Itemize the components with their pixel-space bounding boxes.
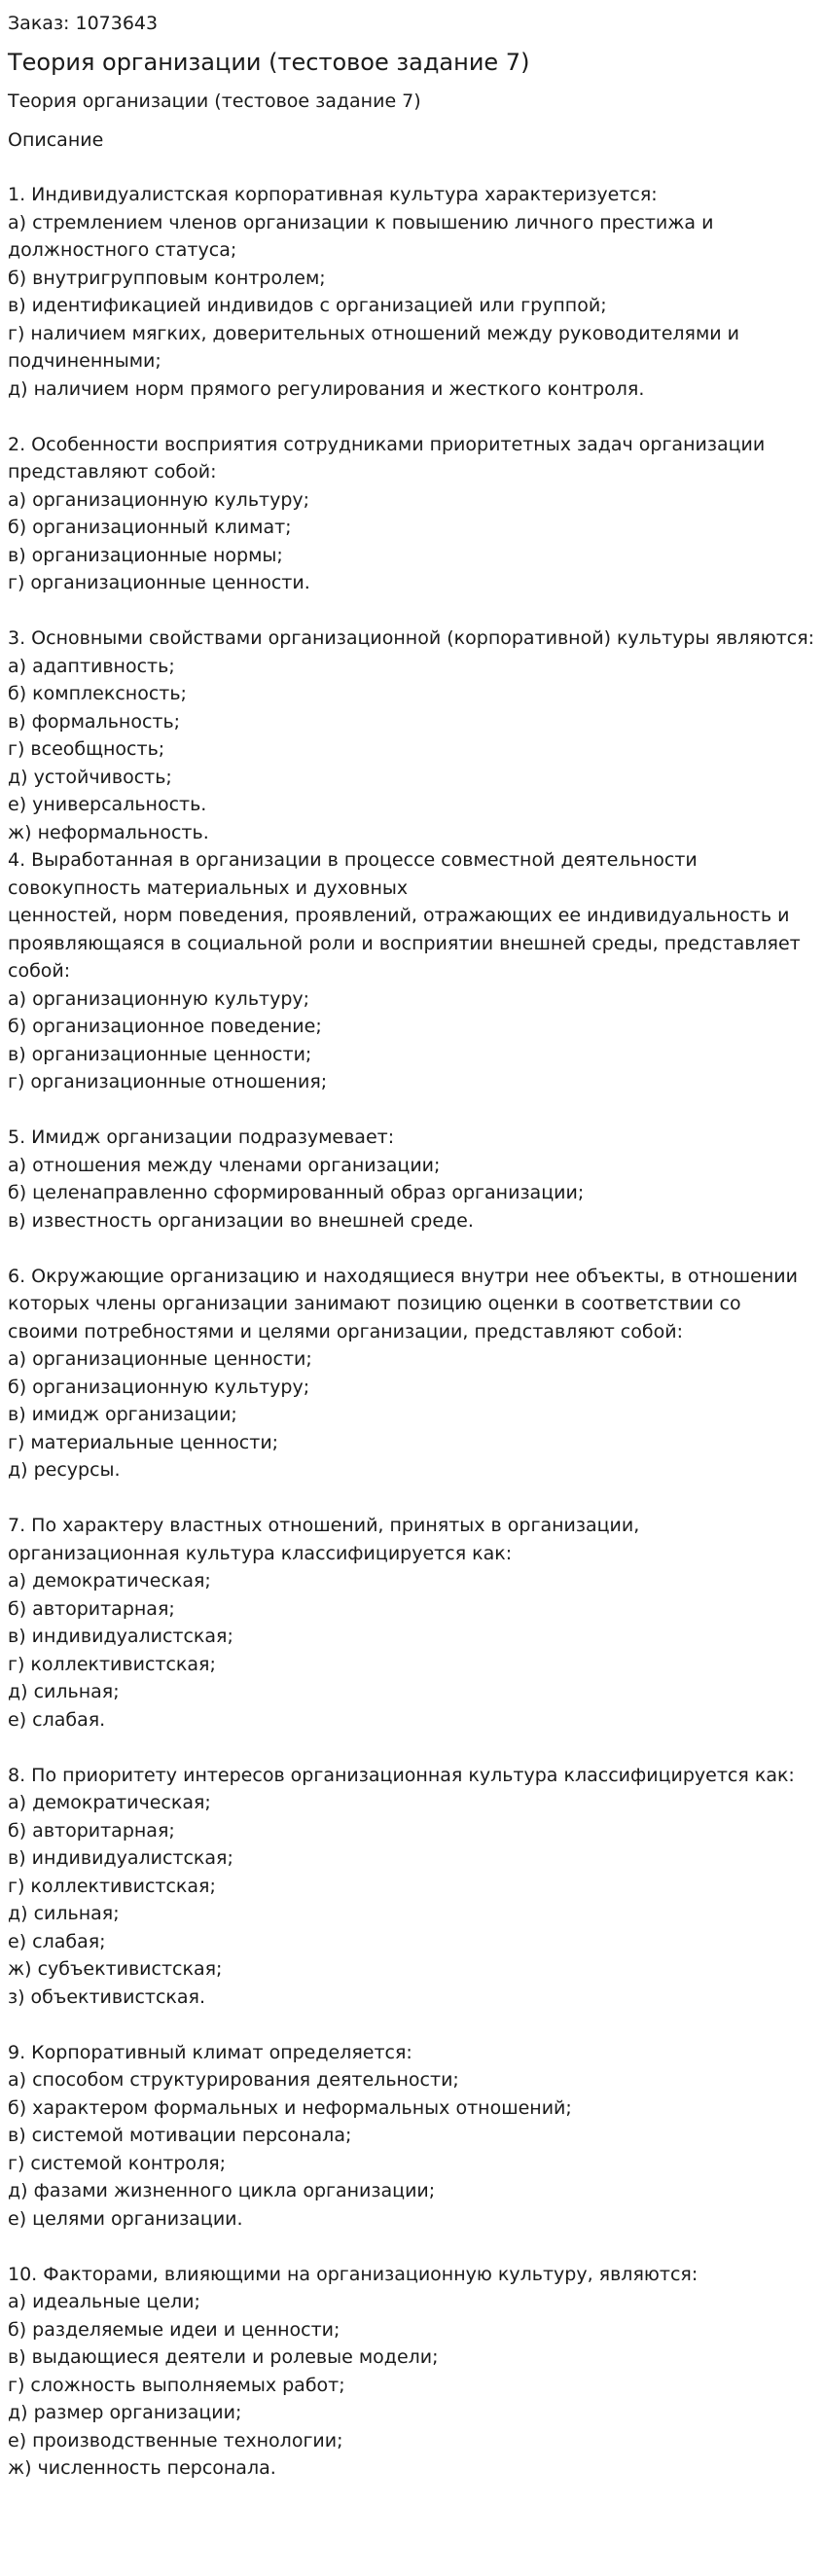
answer-option: в) системой мотивации персонала;: [8, 2125, 352, 2146]
question-block: [8, 2039, 816, 2234]
answer-option: а) организационную культуру;: [8, 987, 310, 1010]
answer-option: б) организационную культуру;: [8, 1376, 310, 1398]
answer-option: а) способом структурирования деятельности;: [8, 2069, 459, 2091]
answer-option: б) характером формальных и неформальных отношений;: [8, 2096, 572, 2119]
answer-option: а) демократическая;: [8, 1792, 211, 1813]
answer-option: б) целенаправленно сформированный образ организации;: [8, 1182, 585, 1203]
answer-option: д) размер организации;: [8, 2402, 242, 2423]
question-block: [8, 181, 816, 403]
answer-option: г) организационные ценности.: [8, 572, 310, 593]
answer-option: г) всеобщность;: [8, 738, 165, 760]
answer-option: в) известность организации во внешней среде.: [8, 1209, 474, 1232]
answer-option: а) идеальные цели;: [8, 2291, 200, 2312]
answer-option: в) индивидуалистская;: [8, 1847, 233, 1869]
page-subtitle: Теория организации (тестовое задание 7): [8, 90, 421, 112]
question-text: 5. Имидж организации подразумевает:: [8, 1127, 395, 1148]
question-block: [8, 2261, 816, 2483]
answer-option: ж) численность персонала.: [8, 2457, 276, 2479]
answer-option: в) индивидуалистская;: [8, 1626, 233, 1647]
question-block: [8, 625, 816, 846]
answer-option: в) имидж организации;: [8, 1404, 237, 1425]
answer-option: б) авторитарная;: [8, 1597, 175, 1620]
answer-option: д) устойчивость;: [8, 766, 172, 788]
answer-option: а) стремлением членов организации к повышению личного престижа и должностного статуса;: [8, 211, 720, 261]
answer-option: е) универсальность.: [8, 794, 207, 815]
answer-option: д) фазами жизненного цикла организации;: [8, 2180, 436, 2201]
answer-option: е) слабая;: [8, 1930, 106, 1952]
order-number: Заказ: 1073643: [8, 13, 159, 34]
question-block: [8, 1512, 816, 1734]
answer-option: в) идентификацией индивидов с организацией или группой;: [8, 295, 607, 316]
answer-option: б) организационный климат;: [8, 517, 292, 538]
answer-option: б) внутригрупповым контролем;: [8, 267, 326, 289]
question-text: 8. По приоритету интересов организационная культура классифицируется как:: [8, 1764, 795, 1786]
question-text: 6. Окружающие организацию и находящиеся внутри нее объекты, в отношении которых члены организации занимают позицию оценки в соответствии со своими потребностями и целями организации, представляют собой:: [8, 1265, 805, 1342]
question-block: [8, 1263, 816, 1485]
answer-option: ж) неформальность.: [8, 821, 209, 843]
answer-option: а) организационную культуру;: [8, 488, 310, 511]
answer-option: г) наличием мягких, доверительных отношений между руководителями и подчиненными;: [8, 322, 746, 372]
question-text: 7. По характеру властных отношений, принятых в организации, организационная культура классифицируется как:: [8, 1515, 646, 1564]
answer-option: б) организационное поведение;: [8, 1016, 322, 1037]
answer-option: д) сильная;: [8, 1903, 120, 1924]
question-block: [8, 1762, 816, 2012]
questions-list: [8, 181, 816, 2483]
answer-option: е) слабая.: [8, 1708, 106, 1731]
answer-option: г) материальные ценности;: [8, 1431, 279, 1453]
answer-option: г) коллективистская;: [8, 1875, 216, 1897]
answer-option: б) разделяемые идеи и ценности;: [8, 2318, 340, 2341]
answer-option: в) организационные нормы;: [8, 544, 283, 566]
question-text: 2. Особенности восприятия сотрудниками приоритетных задач организации представляют собой:: [8, 433, 771, 483]
question-text: 10. Факторами, влияющими на организационную культуру, являются:: [8, 2263, 699, 2285]
answer-option: е) целями организации.: [8, 2207, 243, 2230]
answer-option: б) авторитарная;: [8, 1819, 175, 1842]
description-label: Описание: [8, 129, 104, 151]
answer-option: е) производственные технологии;: [8, 2429, 343, 2451]
question-block: [8, 1124, 816, 1234]
answer-option: д) ресурсы.: [8, 1459, 121, 1481]
answer-option: б) комплексность;: [8, 683, 187, 704]
answer-option: а) отношения между членами организации;: [8, 1154, 441, 1176]
question-block: [8, 431, 816, 597]
answer-option: а) организационные ценности;: [8, 1348, 312, 1370]
answer-option: г) организационные отношения;: [8, 1071, 328, 1092]
answer-option: а) адаптивность;: [8, 655, 175, 677]
answer-option: г) коллективистская;: [8, 1653, 216, 1675]
answer-option: в) выдающиеся деятели и ролевые модели;: [8, 2346, 439, 2368]
answer-option: а) демократическая;: [8, 1570, 211, 1592]
answer-option: в) организационные ценности;: [8, 1043, 312, 1065]
answer-option: г) сложность выполняемых работ;: [8, 2374, 345, 2396]
answer-option: д) сильная;: [8, 1681, 120, 1702]
question-text: 9. Корпоративный климат определяется:: [8, 2041, 412, 2063]
question-block: [8, 846, 816, 1096]
answer-option: ж) субъективистская;: [8, 1958, 223, 1980]
answer-option: г) системой контроля;: [8, 2152, 227, 2174]
question-text: 3. Основными свойствами организационной (корпоративной) культуры являются:: [8, 627, 815, 649]
answer-option: з) объективистская.: [8, 1986, 205, 2008]
question-text: 1. Индивидуалистская корпоративная культура характеризуется:: [8, 184, 658, 205]
question-text: 4. Выработанная в организации в процессе совместной деятельности совокупность материальных и духовных ценностей, норм поведения, проявлений, отражающих ее индивидуальность и проявляющаяся в социальной роли и восприятии внешней среды, представляет собой:: [8, 849, 801, 982]
answer-option: в) формальность;: [8, 710, 181, 733]
answer-option: д) наличием норм прямого регулирования и жесткого контроля.: [8, 377, 645, 400]
page-title: Теория организации (тестовое задание 7): [8, 49, 530, 76]
